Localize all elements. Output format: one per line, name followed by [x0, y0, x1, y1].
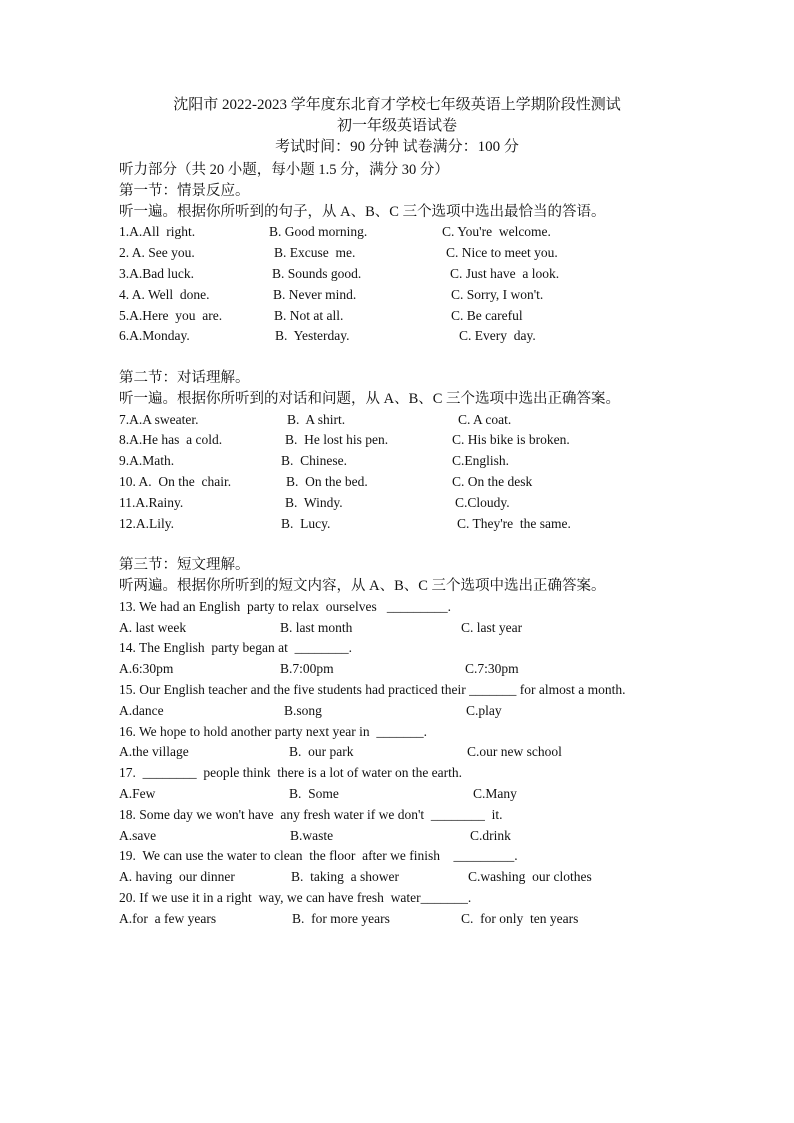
- part-heading: 听力部分（共 20 小题，每小题 1.5 分，满分 30 分）: [119, 162, 449, 178]
- option-b: B. taking a shower: [291, 869, 399, 885]
- option-c: C. Be careful: [451, 307, 523, 323]
- option-a: 12.A.Lily.: [119, 515, 174, 531]
- section1-heading: 第一节：情景反应。: [119, 182, 250, 199]
- question-stem: 19. We can use the water to clean the floor after we finish _________.: [119, 848, 518, 864]
- option-b: B. Chinese.: [281, 453, 347, 469]
- question-row: [119, 784, 679, 805]
- question-stem: 13. We had an English party to relax ourselves _________.: [119, 598, 451, 614]
- question-row: [119, 659, 679, 680]
- section2-heading: 第二节：对话理解。: [119, 369, 250, 386]
- option-a: 3.A.Bad luck.: [119, 265, 194, 281]
- option-b: B. Lucy.: [281, 515, 331, 531]
- option-c: C.English.: [452, 453, 510, 469]
- option-a: 8.A.He has a cold.: [119, 432, 223, 448]
- option-a: A. last week: [119, 619, 187, 635]
- question-row: [119, 493, 679, 514]
- option-a: A.Few: [119, 785, 156, 801]
- question-row: [119, 243, 679, 264]
- title-block: [0, 95, 794, 158]
- option-a: 7.A.A sweater.: [119, 411, 199, 427]
- question-row: [119, 222, 679, 243]
- question-stem: 14. The English party began at ________.: [119, 640, 352, 656]
- option-c: C. Every day.: [459, 328, 536, 344]
- option-c: C. Sorry, I won't.: [451, 286, 544, 302]
- question-row: [119, 742, 679, 763]
- option-c: C. On the desk: [452, 473, 533, 489]
- option-a: A.dance: [119, 702, 164, 718]
- option-c: C. last year: [461, 619, 523, 635]
- option-c: C.our new school: [467, 744, 562, 760]
- exam-info: 考试时间：90 分钟 试卷满分：100 分: [275, 139, 519, 155]
- option-b: B. Not at all.: [274, 307, 344, 323]
- option-c: C. They're the same.: [457, 515, 571, 531]
- spacer: [119, 534, 679, 555]
- option-c: C. His bike is broken.: [452, 432, 570, 448]
- option-b: B. On the bed.: [286, 473, 368, 489]
- question-row: [119, 410, 679, 431]
- question-stem: 20. If we use it in a right way, we can have fresh water_______.: [119, 889, 472, 905]
- option-b: B. Excuse me.: [274, 245, 356, 261]
- option-a: 1.A.All right.: [119, 224, 196, 240]
- option-b: B.7:00pm: [280, 661, 334, 677]
- question-stem: 15. Our English teacher and the five students had practiced their _______ for almost a month.: [119, 681, 626, 697]
- question-row: [119, 472, 679, 493]
- option-a: 5.A.Here you are.: [119, 307, 223, 323]
- question-row: [119, 514, 679, 535]
- option-b: B. last month: [280, 619, 353, 635]
- exam-subtitle: 初一年级英语试卷: [336, 118, 457, 134]
- option-b: B. for more years: [292, 910, 390, 926]
- option-c: C. A coat.: [458, 411, 512, 427]
- option-c: C.washing our clothes: [468, 869, 592, 885]
- question-row: [119, 326, 679, 347]
- option-b: B. Windy.: [285, 494, 343, 510]
- question-row: [119, 618, 679, 639]
- question-row: [119, 867, 679, 888]
- option-a: 2. A. See you.: [119, 245, 195, 261]
- option-a: A.6:30pm: [119, 661, 174, 677]
- spacer: [119, 347, 679, 368]
- option-a: A.save: [119, 827, 157, 843]
- option-c: C.Cloudy.: [455, 494, 510, 510]
- option-b: B. Sounds good.: [272, 265, 362, 281]
- question-row: [119, 264, 679, 285]
- option-c: C.play: [466, 702, 502, 718]
- section2-instruction: 听一遍。根据你所听到的对话和问题，从 A、B、C 三个选项中选出正确答案。: [119, 390, 621, 407]
- option-b: B. A shirt.: [287, 411, 346, 427]
- option-a: A. having our dinner: [119, 869, 235, 885]
- option-b: B. Good morning.: [269, 224, 368, 240]
- option-a: A.for a few years: [119, 910, 217, 926]
- option-c: C. Nice to meet you.: [446, 245, 558, 261]
- question-row: [119, 701, 679, 722]
- option-c: C. for only ten years: [461, 910, 579, 926]
- question-row: [119, 430, 679, 451]
- section1-instruction: 听一遍。根据你所听到的句子，从 A、B、C 三个选项中选出最恰当的答语。: [119, 203, 606, 220]
- question-row: [119, 285, 679, 306]
- option-b: B. our park: [289, 744, 354, 760]
- section3-heading: 第三节：短文理解。: [119, 557, 250, 574]
- question-stem: 16. We hope to hold another party next year in _______.: [119, 723, 427, 739]
- option-b: B. He lost his pen.: [285, 432, 389, 448]
- option-a: 9.A.Math.: [119, 453, 175, 469]
- question-row: [119, 306, 679, 327]
- option-c: C.drink: [470, 827, 511, 843]
- question-row: [119, 826, 679, 847]
- option-b: B.waste: [290, 827, 334, 843]
- question-row: [119, 909, 679, 930]
- exam-title: 沈阳市 2022-2023 学年度东北育才学校七年级英语上学期阶段性测试: [173, 97, 621, 113]
- option-c: C.7:30pm: [465, 661, 519, 677]
- option-a: 4. A. Well done.: [119, 286, 210, 302]
- option-b: B. Some: [289, 785, 339, 801]
- option-a: 11.A.Rainy.: [119, 494, 184, 510]
- option-c: C. Just have a look.: [450, 265, 560, 281]
- question-stem: 18. Some day we won't have any fresh water if we don't ________ it.: [119, 806, 503, 822]
- option-b: B. Yesterday.: [275, 328, 350, 344]
- option-c: C. You're welcome.: [442, 224, 551, 240]
- listening-part: [119, 160, 679, 929]
- question-stem: 17. ________ people think there is a lot of water on the earth.: [119, 765, 463, 781]
- question-row: [119, 451, 679, 472]
- option-b: B. Never mind.: [273, 286, 357, 302]
- option-a: 10. A. On the chair.: [119, 473, 232, 489]
- option-c: C.Many: [473, 785, 517, 801]
- option-a: 6.A.Monday.: [119, 328, 190, 344]
- section3-instruction: 听两遍。根据你所听到的短文内容，从 A、B、C 三个选项中选出正确答案。: [119, 577, 606, 594]
- option-b: B.song: [284, 702, 322, 718]
- option-a: A.the village: [119, 744, 189, 760]
